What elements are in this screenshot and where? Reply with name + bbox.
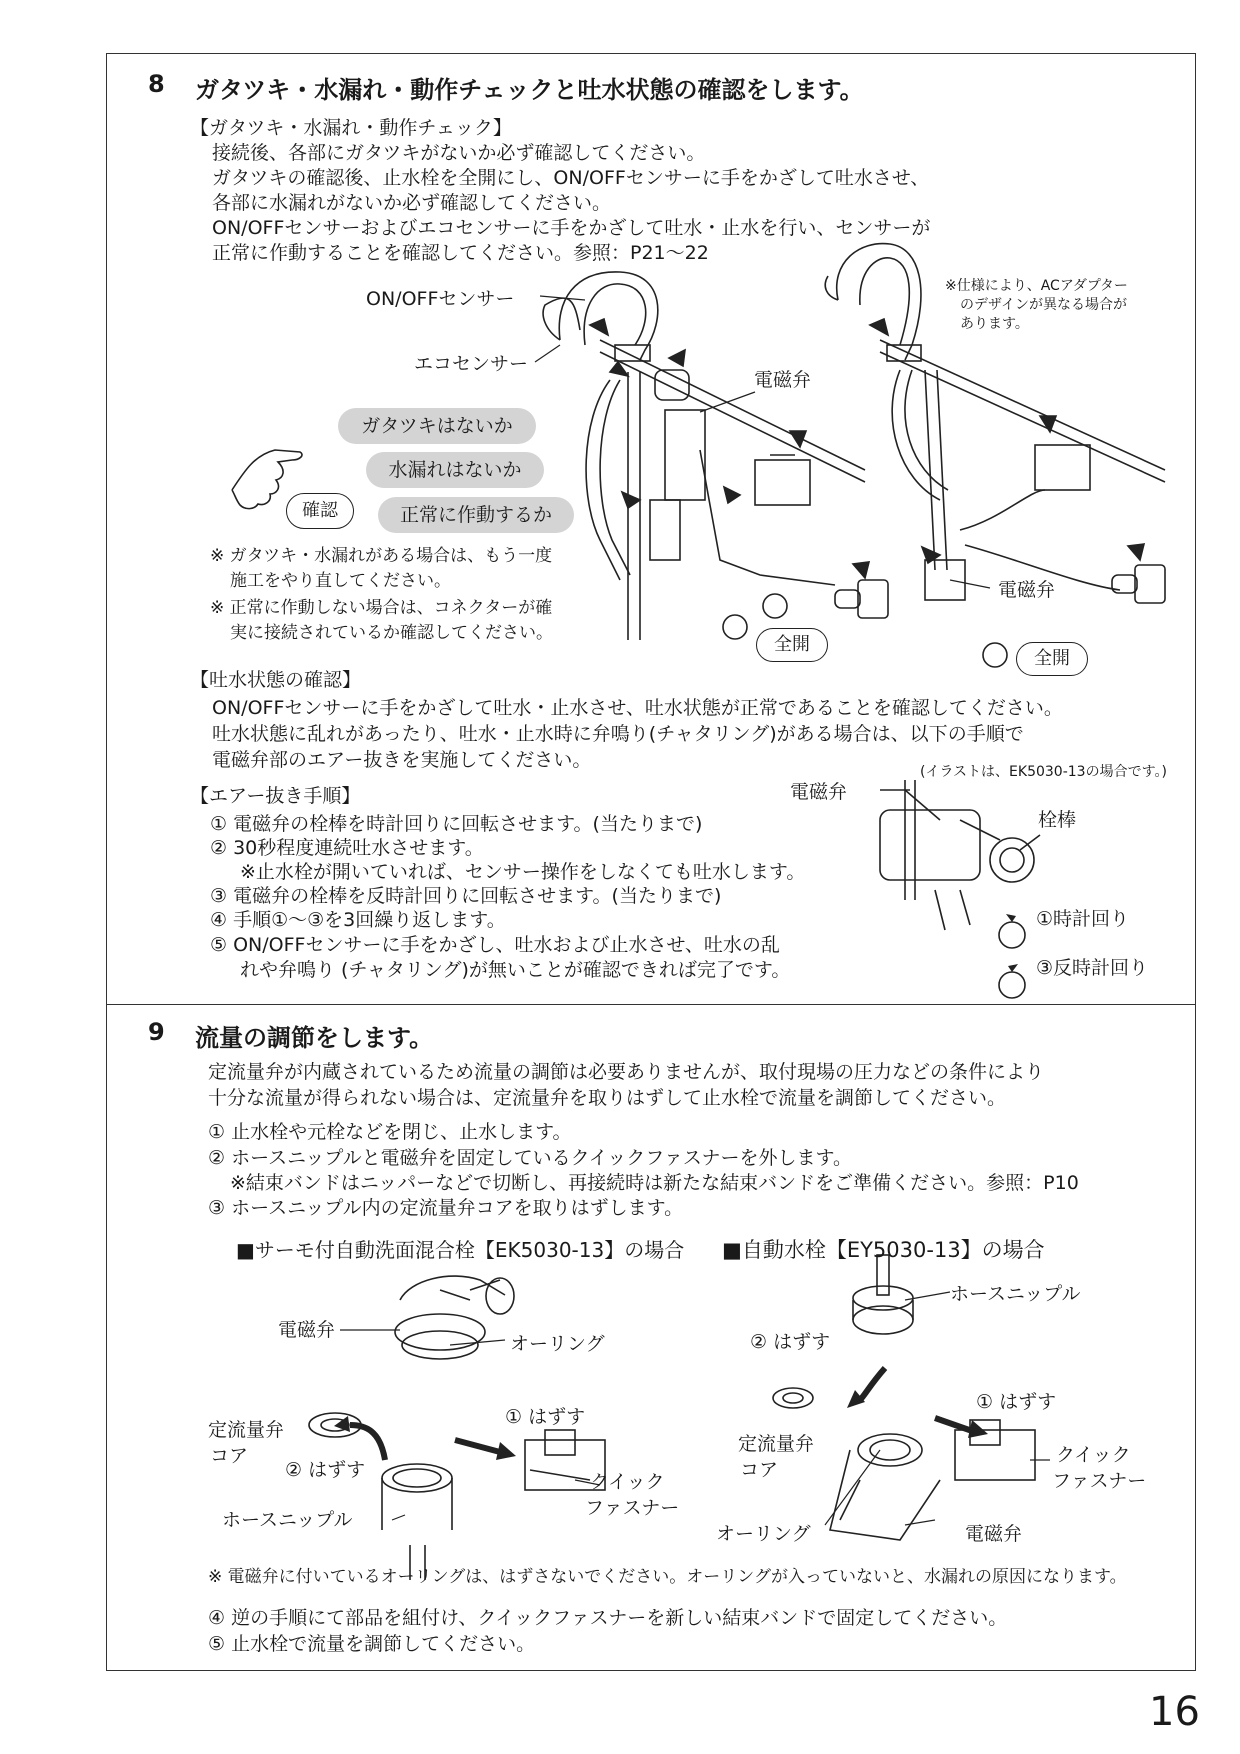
sub1-title: 【ガタツキ・水漏れ・動作チェック】	[190, 117, 512, 139]
note-line: 施工をやり直してください。	[230, 571, 451, 591]
left-fig-solenoid: 電磁弁	[278, 1319, 336, 1341]
section9-number: 9	[148, 1018, 165, 1046]
spec-note: のデザインが異なる場合が	[960, 297, 1128, 313]
air-fig-stem: 栓棒	[1038, 809, 1077, 831]
section9-step: ③ ホースニップル内の定流量弁コアを取りはずします。	[208, 1197, 684, 1219]
check-pill: ガタツキはないか	[338, 408, 536, 444]
section8-title: ガタツキ・水漏れ・動作チェックと吐水状態の確認をします。	[195, 76, 864, 104]
air-step: ② 30秒程度連続吐水させます。	[210, 837, 484, 859]
air-step: ④ 手順①〜③を3回繰り返します。	[210, 909, 506, 931]
sub1-line: 各部に水漏れがないか必ず確認してください。	[212, 192, 612, 214]
right-fig-core: 定流量弁	[738, 1433, 815, 1455]
section9-step: ① 止水栓や元栓などを閉じ、止水します。	[208, 1121, 572, 1143]
sub1-line: 接続後、各部にガタツキがないか必ず確認してください。	[212, 142, 706, 164]
left-fig-core: 定流量弁	[208, 1419, 285, 1441]
sub2-line: 電磁弁部のエアー抜きを実施してください。	[212, 749, 592, 771]
left-fig-oring: オーリング	[510, 1333, 605, 1355]
sub2-line: 吐水状態に乱れがあったり、吐水・止水時に弁鳴り(チャタリング)がある場合は、以下の手順で	[212, 723, 1024, 745]
spec-note: あります。	[960, 316, 1029, 332]
sub1-line: 正常に作動することを確認してください。参照：P21〜22	[212, 242, 709, 264]
section9-intro: 定流量弁が内蔵されているため流量の調節は必要ありませんが、取付現場の圧力などの条件により	[208, 1061, 1045, 1083]
final-step: ⑤ 止水栓で流量を調節してください。	[208, 1633, 536, 1655]
left-fig-title: ■サーモ付自動洗面混合栓【EK5030-13】の場合	[236, 1238, 685, 1262]
left-fig-nipple: ホースニップル	[222, 1509, 353, 1531]
right-fig-nipple: ホースニップル	[950, 1283, 1081, 1305]
air-step: ③ 電磁弁の栓棒を反時計回りに回転させます。(当たりまで)	[210, 885, 722, 907]
sub2-line: ON/OFFセンサーに手をかざして吐水・止水させ、吐水状態が正常であることを確認してください。	[212, 697, 1063, 719]
spec-note: ※仕様により、ACアダプター	[945, 278, 1128, 294]
full-open-label-2: 全開	[1016, 642, 1088, 676]
section9-intro: 十分な流量が得られない場合は、定流量弁を取りはずして止水栓で流量を調節してください。	[208, 1087, 1007, 1109]
right-fig-fastener: ファスナー	[1052, 1470, 1147, 1492]
full-open-label-1: 全開	[756, 628, 828, 662]
right-fig-remove1: ① はずす	[976, 1391, 1057, 1413]
right-fig-title: ■自動水栓【EY5030-13】の場合	[722, 1238, 1045, 1262]
note-line: 実に接続されているか確認してください。	[230, 623, 553, 643]
note-line: ※ ガタツキ・水漏れがある場合は、もう一度	[210, 546, 553, 566]
air-step: れや弁鳴り (チャタリング)が無いことが確認できれば完了です。	[240, 959, 791, 981]
left-fig-remove1: ① はずす	[505, 1406, 586, 1428]
sub2-title: 【吐水状態の確認】	[190, 669, 362, 691]
left-fig-remove2: ② はずす	[285, 1459, 366, 1481]
sub1-line: ガタツキの確認後、止水栓を全開にし、ON/OFFセンサーに手をかざして吐水させ、	[212, 167, 930, 189]
right-fig-fastener: クイック	[1056, 1444, 1131, 1466]
air-fig-caption: (イラストは、EK5030-13の場合です。)	[920, 764, 1167, 780]
oring-warning: ※ 電磁弁に付いているオーリングは、はずさないでください。オーリングが入っていないと、水漏れの原因になります。	[208, 1567, 1127, 1587]
final-step: ④ 逆の手順にて部品を組付け、クイックファスナーを新しい結束バンドで固定してください。	[208, 1607, 1008, 1629]
air-fig-solenoid: 電磁弁	[790, 781, 848, 803]
section9-step: ※結束バンドはニッパーなどで切断し、再接続時は新たな結束バンドをご準備ください。参照：P10	[230, 1172, 1079, 1194]
check-pill: 正常に作動するか	[378, 497, 574, 533]
right-fig-remove2: ② はずす	[750, 1331, 831, 1353]
air-step: ① 電磁弁の栓棒を時計回りに回転させます。(当たりまで)	[210, 813, 703, 835]
air-step: ※止水栓が開いていれば、センサー操作をしなくても吐水します。	[240, 861, 806, 883]
air-fig-ccw: ③反時計回り	[1036, 957, 1149, 979]
confirm-badge: 確認	[286, 493, 354, 529]
air-step: ⑤ ON/OFFセンサーに手をかざし、吐水および止水させ、吐水の乱	[210, 934, 780, 956]
note-line: ※ 正常に作動しない場合は、コネクターが確	[210, 598, 553, 618]
label-eco-sensor: エコセンサー	[414, 353, 529, 375]
right-fig-core: コア	[740, 1459, 779, 1481]
right-fig-oring: オーリング	[716, 1523, 811, 1545]
check-pill: 水漏れはないか	[366, 452, 544, 488]
sub3-title: 【エアー抜き手順】	[190, 785, 361, 807]
left-fig-core: コア	[210, 1445, 249, 1467]
left-fig-fastener: ファスナー	[585, 1497, 680, 1519]
left-fig-fastener: クイック	[590, 1471, 665, 1493]
air-fig-cw: ①時計回り	[1036, 908, 1130, 930]
page-number: 16	[1149, 1689, 1200, 1735]
label-solenoid-1: 電磁弁	[754, 369, 812, 391]
section9-title: 流量の調節をします。	[195, 1024, 434, 1052]
right-fig-solenoid: 電磁弁	[965, 1523, 1023, 1545]
sub1-line: ON/OFFセンサーおよびエコセンサーに手をかざして吐水・止水を行い、センサーが	[212, 217, 931, 239]
label-onoff-sensor: ON/OFFセンサー	[366, 288, 515, 310]
label-solenoid-2: 電磁弁	[998, 579, 1056, 601]
section9-step: ② ホースニップルと電磁弁を固定しているクイックファスナーを外します。	[208, 1147, 852, 1169]
section8-number: 8	[148, 70, 165, 98]
